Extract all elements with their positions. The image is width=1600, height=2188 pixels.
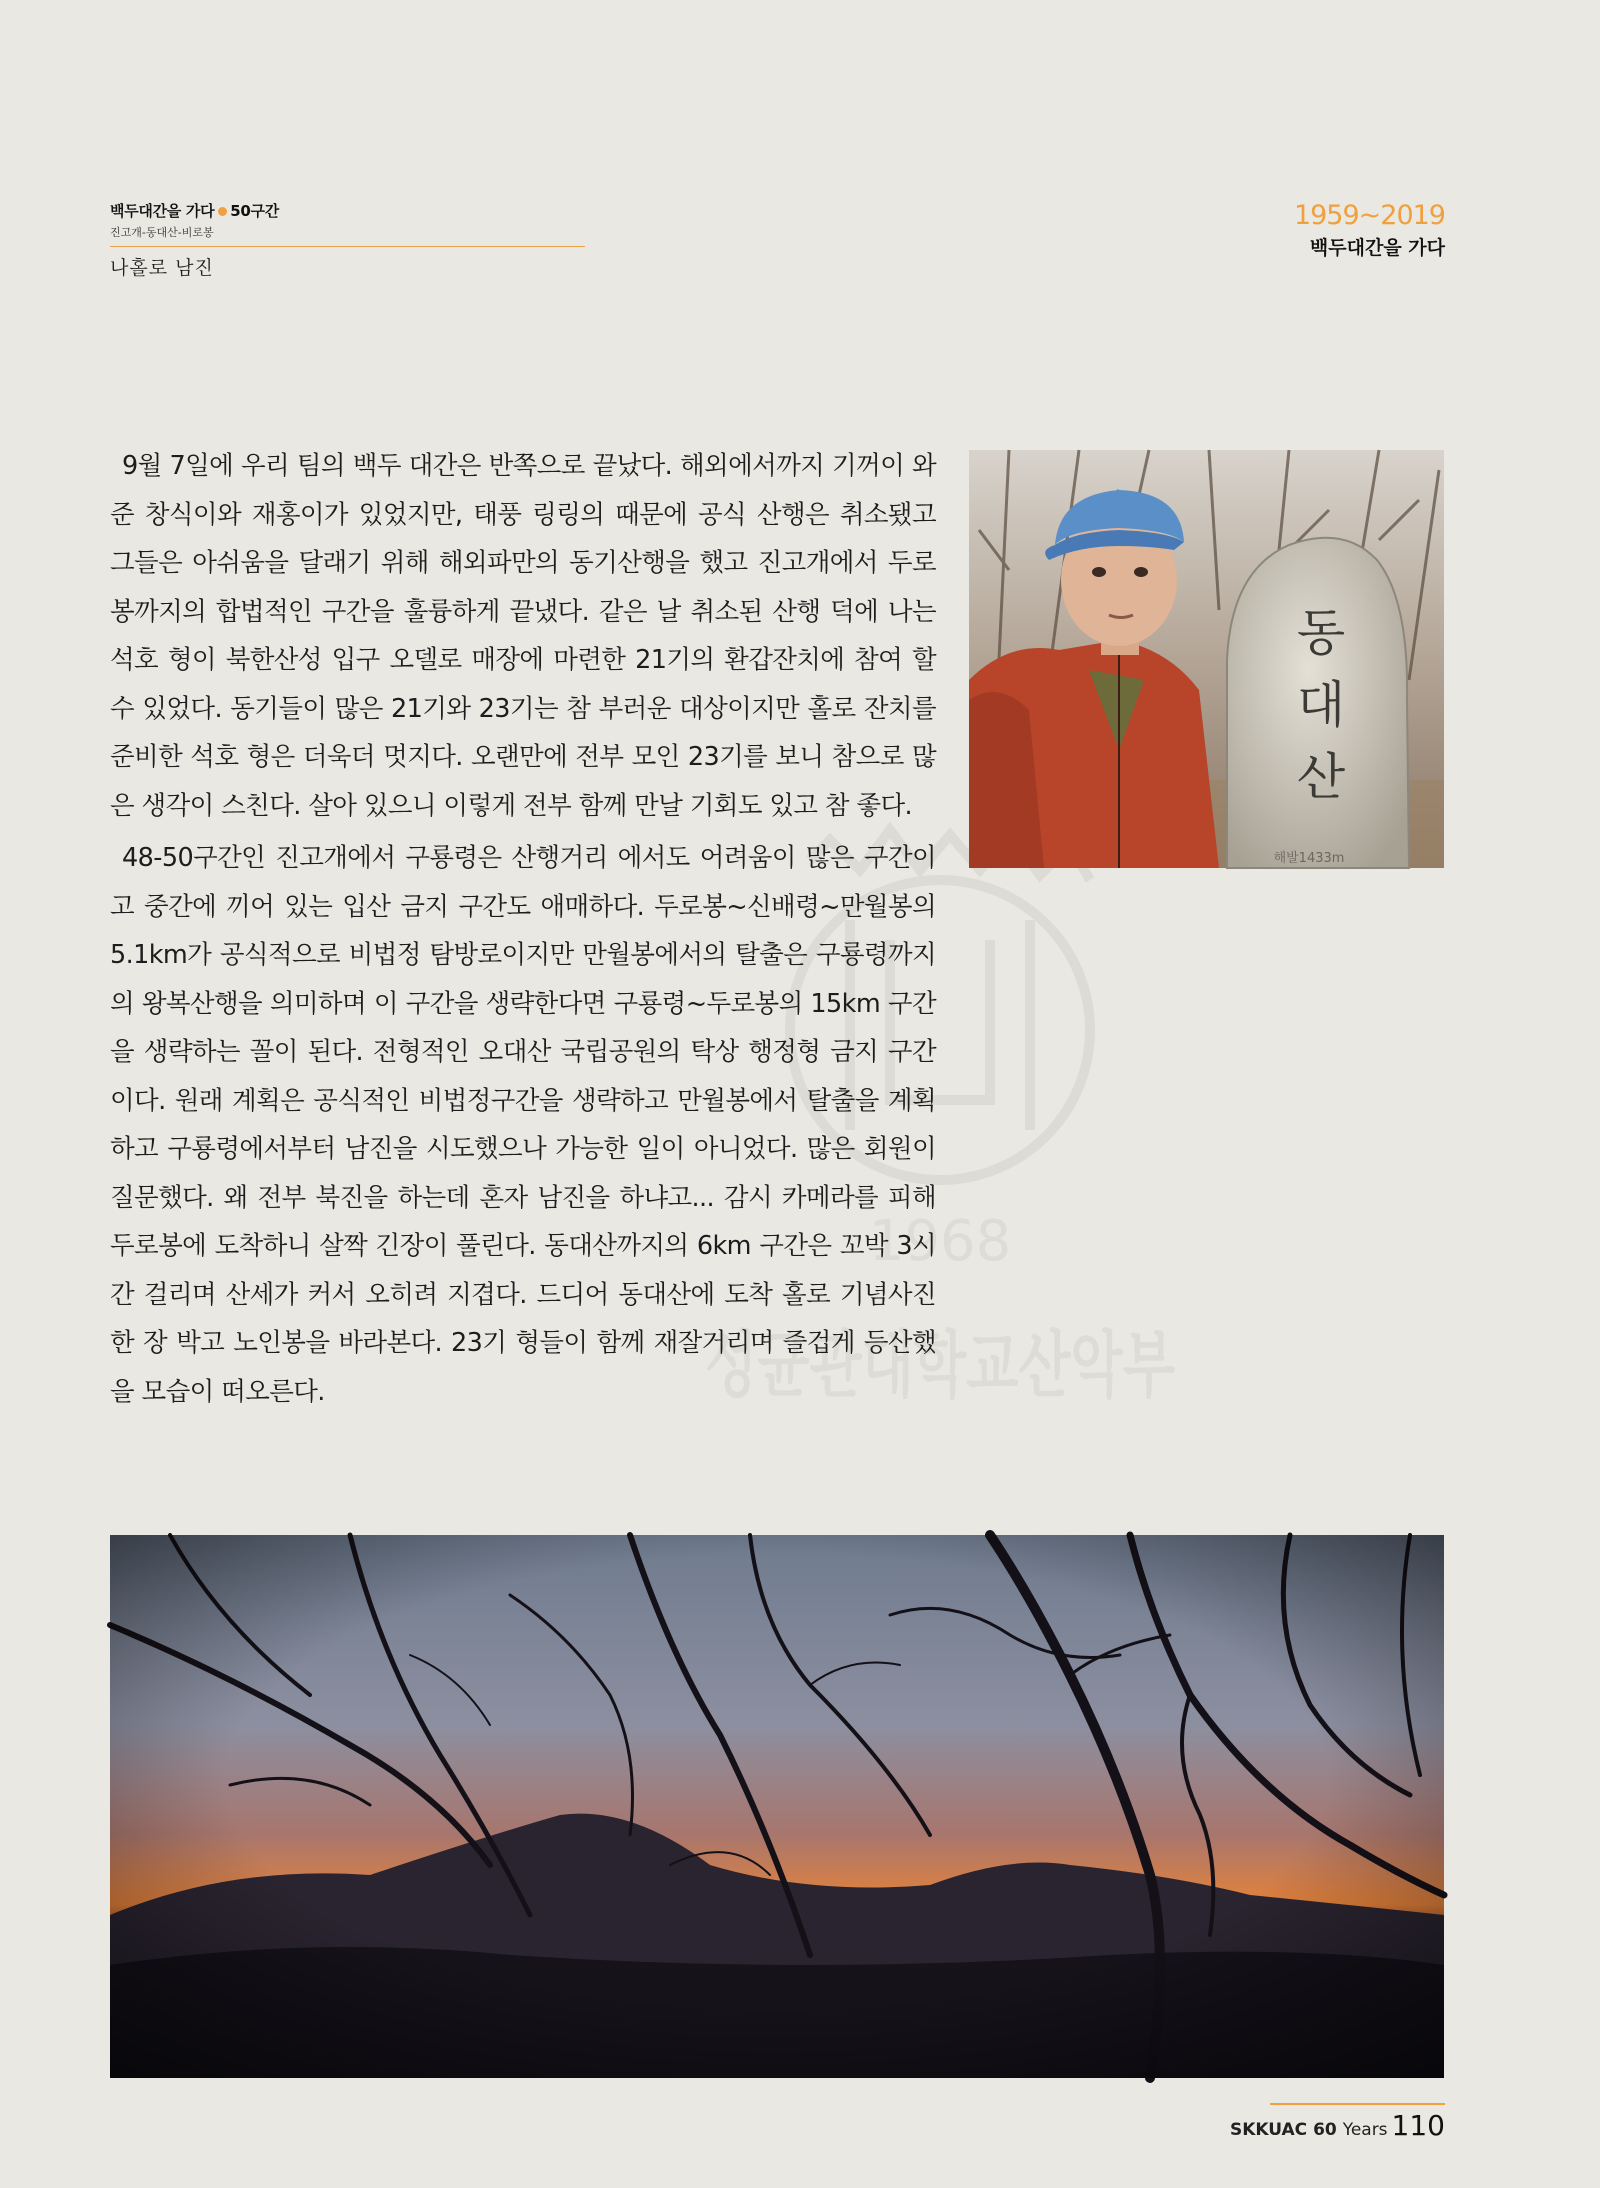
summit-selfie-photo xyxy=(969,450,1444,868)
masthead-series: 백두대간을 가다 xyxy=(1309,237,1445,259)
masthead xyxy=(1294,200,1445,260)
watermark-text: 성균관대학교산악부 xyxy=(705,1323,1176,1407)
footer-years-num: 60 xyxy=(1313,2120,1337,2140)
running-header xyxy=(110,200,585,280)
footer-org: SKKUAC xyxy=(1229,2120,1308,2140)
footer-label xyxy=(1230,2120,1388,2140)
page-number: 110 xyxy=(1391,2109,1445,2142)
summit-photo-art xyxy=(969,450,1444,868)
body-paragraph-2: 48-50구간인 진고개에서 구룡령은 산행거리 에서도 어려움이 많은 구간이고 중간에 끼어 있는 입산 금지 구간도 애매하다. 두로봉~신배령~만월봉의 5.1km가 공식적으로 비법정 탐방로이지만 만월봉에서의 탈출은 구룡령까지의 왕복산행을 의미하며 이 구간을 생략한다면 구룡령~두로봉의 15km 구간을 생략하는 꼴이 된다. 전형적인 오대산 국립공원의 탁상 행정형 금지 구간이다. 원래 계획은 공식적인 비법정구간을 생략하고 만월봉에서 탈출을 계획하고 구룡령에서부터 남진을 시도했으나 가능한 일이 아니었다. 많은 회원이 질문했다. 왜 전부 북진을 하는데 혼자 남진을 하냐고... 감시 카메라를 피해 두로봉에 도착하니 살짝 긴장이 풀린다. 동대산까지의 6km 구간은 꼬박 3시간 걸리며 산세가 커서 오히려 지겹다. 드디어 동대산에 도착 홀로 기념사진 한 장 박고 노인봉을 바라본다. 23기 형들이 함께 재잘거리며 즐겁게 등산했을 모습이 떠오른다. xyxy=(110,843,936,1407)
header-divider xyxy=(110,246,585,247)
footer-rule xyxy=(1270,2103,1445,2105)
article-title: 나홀로 남진 xyxy=(110,257,214,279)
route-subtitle: 진고개-동대산-비로봉 xyxy=(110,226,214,239)
page-footer xyxy=(1230,2103,1445,2142)
section-count: 50구간 xyxy=(230,202,279,220)
sunset-photo-art xyxy=(110,1535,1444,2078)
bullet-dot-icon xyxy=(218,207,227,216)
article-body xyxy=(110,442,936,1420)
body-paragraph-1: 9월 7일에 우리 팀의 백두 대간은 반쪽으로 끝났다. 해외에서까지 기꺼이 와준 창식이와 재홍이가 있었지만, 태풍 링링의 때문에 공식 산행은 취소됐고 그들은 아쉬움을 달래기 위해 해외파만의 동기산행을 했고 진고개에서 두로봉까지의 합법적인 구간을 훌륭하게 끝냈다. 같은 날 취소된 산행 덕에 나는 석호 형이 북한산성 입구 오델로 매장에 마련한 21기의 환갑잔치에 참여 할 수 있었다. 동기들이 많은 21기와 23기는 참 부러운 대상이지만 홀로 잔치를 준비한 석호 형은 더욱더 멋지다. 오랜만에 전부 모인 23기를 보니 참으로 많은 생각이 스친다. 살아 있으니 이렇게 전부 함께 만날 기회도 있고 참 좋다. xyxy=(110,451,936,821)
sunset-landscape-photo xyxy=(110,1535,1444,2078)
watermark-year: 1968 xyxy=(868,1209,1012,1274)
series-title: 백두대간을 가다 xyxy=(110,202,215,220)
section-line xyxy=(110,200,585,221)
stone-elevation: 해발1433m xyxy=(1273,851,1345,866)
masthead-years: 1959~2019 xyxy=(1293,200,1445,231)
stone-char-1: 동 xyxy=(1296,604,1346,662)
footer-years-word: Years xyxy=(1342,2120,1388,2140)
stone-char-2: 대 xyxy=(1296,676,1346,734)
stone-char-3: 산 xyxy=(1296,748,1346,806)
